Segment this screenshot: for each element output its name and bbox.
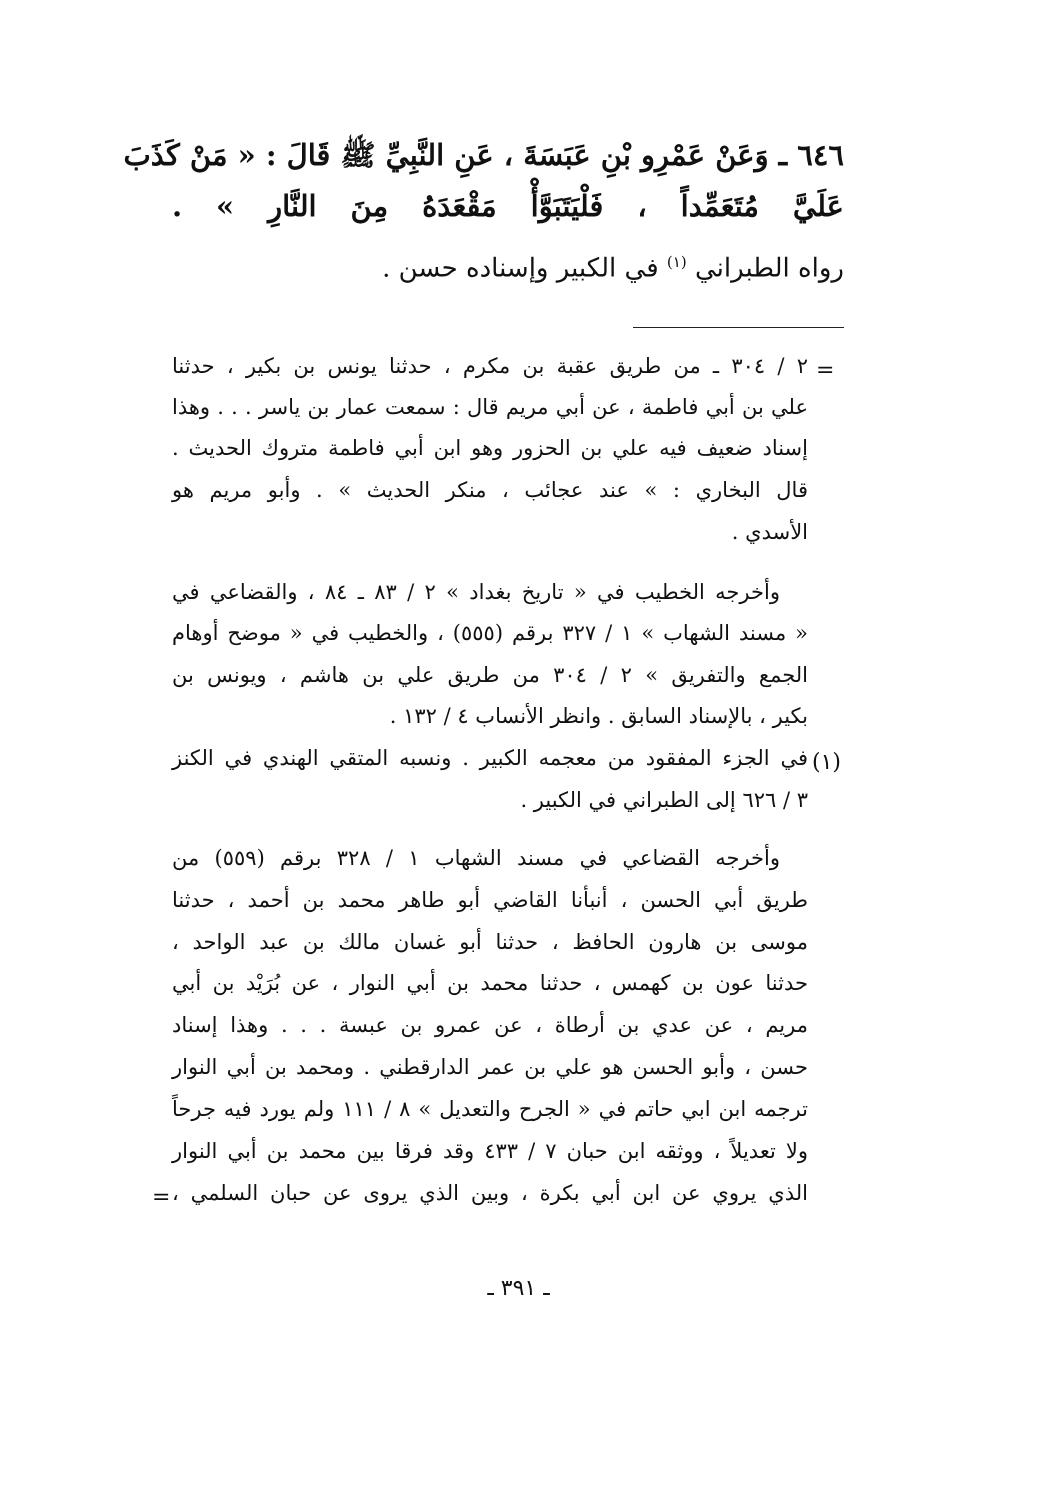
footnote-line: طريق أبي الحسن ، أنبأنا القاضي أبو طاهر محمد بن أحمد ، حدثنا <box>172 888 808 912</box>
footnote-line: وأخرجه القضاعي في مسند الشهاب ١ / ٣٢٨ برقم (٥٥٩) من <box>172 846 780 870</box>
footnote-separator <box>633 327 844 328</box>
footnote-line: قال البخاري : » عند عجائب ، منكر الحديث » . وأبو مريم هو <box>172 478 808 502</box>
footnote-reference: (١) <box>666 253 687 271</box>
footnote-line: ٣ / ٦٢٦ إلى الطبراني في الكبير . <box>520 788 808 812</box>
footnote-line: ترجمه ابن ابي حاتم في « الجرح والتعديل » ٨ / ١١١ ولم يورد فيه جرحاً <box>172 1097 808 1121</box>
attribution-grading: في الكبير وإسناده حسن . <box>382 253 659 284</box>
footnote-line: حدثنا عون بن كهمس ، حدثنا محمد بن أبي النوار ، عن بُرَيْد بن أبي <box>172 971 808 995</box>
footnote-line: « مسند الشهاب » ١ / ٣٢٧ برقم (٥٥٥) ، والخطيب في « موضح أوهام <box>172 621 808 645</box>
footnote-line: وأخرجه الخطيب في « تاريخ بغداد » ٢ / ٨٣ ـ ٨٤ ، والقضاعي في <box>172 580 780 604</box>
page-number: ـ ٣٩١ ـ <box>487 1276 550 1301</box>
attribution-source: رواه الطبراني <box>694 253 844 284</box>
footnote-line: بكير ، بالإسناد السابق . وانظر الأنساب ٤ / ١٣٢ . <box>389 704 808 728</box>
footnote-line: مريم ، عن عدي بن أرطاة ، عن عمرو بن عبسة . . . وهذا إسناد <box>172 1013 808 1037</box>
footnote-line: علي بن أبي فاطمة ، عن أبي مريم قال : سمعت عمار بن ياسر . . . وهذا <box>172 395 808 419</box>
footnote-line: ٢ / ٣٠٤ ـ من طريق عقبة بن مكرم ، حدثنا يونس بن بكير ، حدثنا <box>172 354 808 378</box>
continuation-end-marker: = <box>152 1185 171 1210</box>
footnote-line: الذي يروي عن ابن أبي بكرة ، وبين الذي يروى عن حبان السلمي ، <box>172 1181 808 1205</box>
footnote-line: الجمع والتفريق » ٢ / ٣٠٤ من طريق علي بن هاشم ، ويونس بن <box>172 663 809 687</box>
footnote-line: في الجزء المفقود من معجمه الكبير . ونسبه المتقي الهندي في الكنز <box>172 746 808 770</box>
footnote-line: حسن ، وأبو الحسن هو علي بن عمر الدارقطني . ومحمد بن أبي النوار <box>172 1055 808 1079</box>
footnote-1-marker: (١) <box>812 750 842 775</box>
footnote-line: إسناد ضعيف فيه علي بن الحزور وهو ابن أبي فاطمة متروك الحديث . <box>172 436 808 460</box>
footnote-line: موسى بن هارون الحافظ ، حدثنا أبو غسان مالك بن عبد الواحد ، <box>172 930 808 954</box>
continuation-marker: = <box>816 358 835 383</box>
footnote-line: ولا تعديلاً ، ووثقه ابن حبان ٧ / ٤٣٣ وقد فرقا بين محمد بن أبي النوار <box>172 1139 808 1163</box>
hadith-attribution <box>382 253 844 284</box>
footnote-line: الأسدي . <box>731 520 808 544</box>
hadith-line-2: عَلَيَّ مُتَعَمِّداً ، فَلْيَتَبَوَّأْ مَقْعَدَهُ مِنَ النَّارِ » . <box>172 189 844 223</box>
hadith-line-1: ٦٤٦ ـ وَعَنْ عَمْرِو بْنِ عَبَسَةَ ، عَنِ النَّبِيِّ ﷺ قَالَ : « مَنْ كَذَبَ <box>123 138 844 172</box>
